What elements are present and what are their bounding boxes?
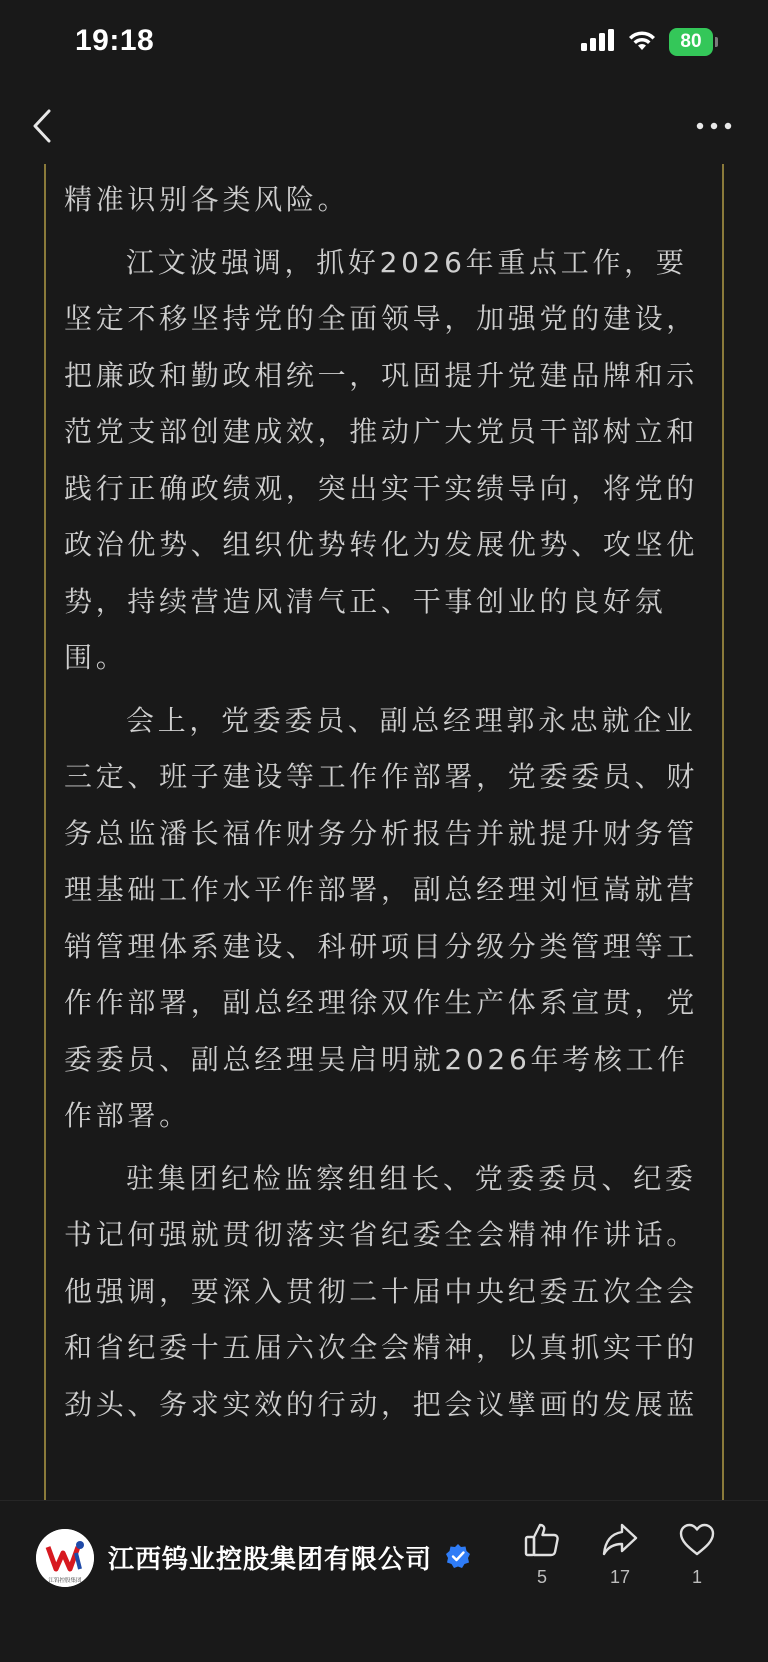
like-button[interactable] (512, 1521, 572, 1621)
svg-text:江钨控股集团: 江钨控股集团 (48, 1578, 82, 1584)
article-body (64, 172, 708, 1433)
share-button[interactable] (590, 1521, 650, 1621)
battery-level: 80 (669, 28, 713, 56)
more-dots-icon (696, 122, 732, 130)
article-frame (44, 164, 724, 1500)
status-time: 19:18 (75, 24, 155, 57)
share-count: 17 (609, 1567, 631, 1587)
back-button[interactable] (22, 106, 62, 146)
account-avatar[interactable] (36, 1529, 94, 1587)
thumbs-up-icon (523, 1521, 561, 1559)
status-icons (581, 28, 718, 56)
favorite-count: 1 (691, 1567, 702, 1587)
verified-badge-icon (445, 1543, 471, 1569)
more-button[interactable] (690, 106, 738, 146)
nav-bar (0, 88, 768, 164)
favorite-button[interactable] (667, 1521, 727, 1621)
company-logo-icon (36, 1529, 94, 1587)
back-arrow-icon (31, 108, 53, 144)
share-arrow-icon (601, 1521, 639, 1559)
bottom-bar (0, 1500, 768, 1662)
article-paragraph: 驻集团纪检监察组组长、党委委员、纪委书记何强就贯彻落实省纪委全会精神作讲话。他强调，要深入贯彻二十届中央纪委五次全会和省纪委十五届六次全会精神，以真抓实干的劲头、务求实效的行动，把会议擘画的发展蓝 (64, 1161, 699, 1421)
signal-icon (581, 29, 615, 55)
article-paragraph: 会上，党委委员、副总经理郭永忠就企业三定、班子建设等工作作部署，党委委员、财务总监潘长福作财务分析报告并就提升财务管理基础工作水平作部署，副总经理刘恒嵩就营销管理体系建设、科研项目分级分类管理等工作作部署，副总经理徐双作生产体系宣贯，党委委员、副总经理吴启明就2026年考核工作作部署。 (64, 703, 699, 1132)
account-name[interactable]: 江西钨业控股集团有限公司 (108, 1545, 433, 1575)
status-bar (0, 0, 768, 88)
heart-icon (678, 1521, 716, 1559)
wifi-icon (627, 29, 657, 55)
battery-icon (669, 28, 718, 56)
article-paragraph: 精准识别各类风险。 (64, 183, 350, 216)
like-count: 5 (536, 1567, 547, 1587)
article-paragraph: 江文波强调，抓好2026年重点工作，要坚定不移坚持党的全面领导，加强党的建设，把廉政和勤政相统一，巩固提升党建品牌和示范党支部创建成效，推动广大党员干部树立和践行正确政绩观，突出实干实绩导向，将党的政治优势、组织优势转化为发展优势、攻坚优势，持续营造风清气正、干事创业的良好氛围。 (64, 245, 699, 674)
